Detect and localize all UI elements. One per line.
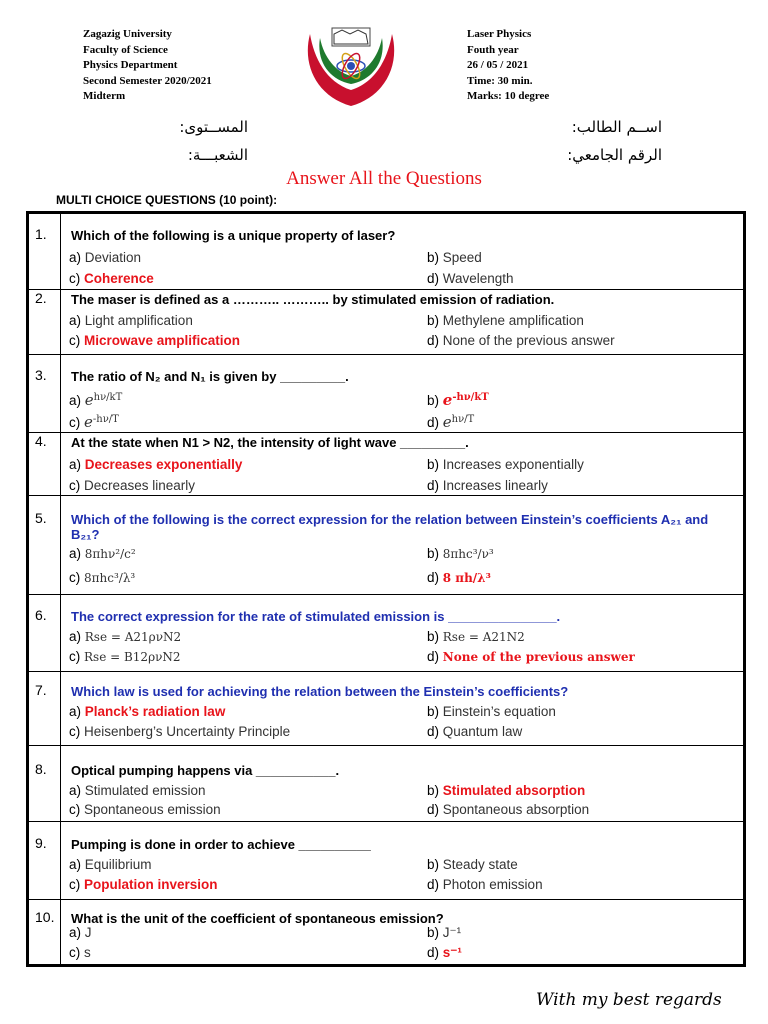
header-line: Zagazig University bbox=[83, 28, 172, 40]
questions-table bbox=[26, 211, 746, 967]
option-text: Increases linearly bbox=[442, 478, 548, 493]
answer-option bbox=[427, 250, 482, 265]
option-letter: c) bbox=[69, 333, 84, 348]
option-letter: d) bbox=[427, 415, 443, 430]
answer-option bbox=[427, 413, 474, 431]
column-divider bbox=[60, 672, 61, 745]
answer-option bbox=[69, 704, 225, 719]
option-text: Deviation bbox=[84, 250, 142, 265]
option-letter: d) bbox=[427, 649, 443, 664]
header-line: Faculty of Science bbox=[83, 43, 168, 56]
option-letter: a) bbox=[69, 704, 85, 719]
option-text: 8πhc³/ν³ bbox=[442, 547, 494, 561]
option-letter: d) bbox=[427, 802, 443, 817]
option-letter: a) bbox=[69, 457, 85, 472]
question-stem: The ratio of N₂ and N₁ is given by _________. bbox=[71, 369, 349, 384]
option-letter: b) bbox=[427, 313, 443, 328]
page-title: Answer All the Questions bbox=[286, 168, 482, 189]
header-line: Marks: 10 degree bbox=[467, 90, 550, 103]
option-text: None of the previous answer bbox=[442, 650, 635, 664]
question-number: 4. bbox=[35, 433, 47, 449]
option-text: Spontaneous emission bbox=[84, 802, 221, 817]
question-stem: Which of the following is the correct expression for the relation between Einstein’s coefficients A₂₁ and B₂₁? bbox=[71, 512, 709, 542]
header-right bbox=[467, 27, 549, 105]
option-text: Rse = B12ρνN2 bbox=[84, 650, 181, 664]
question-number: 8. bbox=[35, 761, 47, 777]
option-letter: c) bbox=[69, 570, 84, 585]
column-divider bbox=[60, 214, 61, 289]
option-text: Speed bbox=[442, 250, 482, 265]
option-letter: b) bbox=[427, 457, 443, 472]
option-text: Decreases exponentially bbox=[84, 457, 243, 472]
option-text: $e^{-h\nu/T}$ bbox=[84, 413, 119, 431]
option-text: 8 πh/λ³ bbox=[442, 571, 491, 585]
level-label: المســتوى: bbox=[179, 118, 248, 136]
option-text: s⁻¹ bbox=[442, 945, 462, 960]
question-stem: Which of the following is a unique property of laser? bbox=[71, 228, 396, 243]
option-letter: a) bbox=[69, 629, 85, 644]
answer-option bbox=[69, 271, 154, 286]
option-text: $e^{-h\nu/kT}$ bbox=[442, 391, 489, 409]
option-text: Wavelength bbox=[442, 271, 514, 286]
option-text: Increases exponentially bbox=[442, 457, 584, 472]
option-text: s bbox=[84, 945, 91, 960]
option-letter: a) bbox=[69, 546, 85, 561]
option-text: Stimulated absorption bbox=[442, 783, 586, 798]
column-divider bbox=[60, 290, 61, 354]
option-letter: c) bbox=[69, 415, 84, 430]
student-name-label: اســم الطالب: bbox=[571, 118, 662, 136]
option-letter: a) bbox=[69, 783, 85, 798]
question-stem: Which law is used for achieving the relation between the Einstein’s coefficients? bbox=[71, 684, 569, 699]
option-text: Heisenberg’s Uncertainty Principle bbox=[84, 724, 291, 739]
column-divider bbox=[60, 433, 61, 495]
option-letter: a) bbox=[69, 857, 85, 872]
option-letter: b) bbox=[427, 546, 443, 561]
answer-option bbox=[427, 877, 543, 892]
answer-option bbox=[69, 413, 119, 431]
option-text: Rse = A21N2 bbox=[442, 630, 525, 644]
answer-option bbox=[69, 649, 181, 664]
question-number: 3. bbox=[35, 367, 47, 383]
header-line: Fouth year bbox=[467, 43, 519, 56]
answer-option bbox=[69, 457, 242, 472]
question-number: 10. bbox=[35, 909, 55, 925]
answer-option bbox=[427, 925, 461, 941]
answer-option bbox=[427, 783, 585, 798]
answer-option bbox=[69, 629, 181, 644]
option-text: Spontaneous absorption bbox=[442, 802, 590, 817]
answer-option bbox=[69, 802, 221, 817]
option-letter: c) bbox=[69, 877, 84, 892]
question-number: 1. bbox=[35, 226, 47, 242]
answer-option bbox=[69, 783, 206, 798]
header-line: Physics Department bbox=[83, 59, 178, 72]
option-letter: d) bbox=[427, 570, 443, 585]
answer-option bbox=[427, 313, 584, 328]
question-number: 5. bbox=[35, 510, 47, 526]
question-stem: Optical pumping happens via ___________. bbox=[71, 763, 340, 778]
question-row bbox=[29, 595, 743, 672]
column-divider bbox=[60, 355, 61, 432]
header-line: Laser Physics bbox=[467, 28, 532, 40]
column-divider bbox=[60, 595, 61, 671]
option-text: Steady state bbox=[442, 857, 518, 872]
header-line: Second Semester 2020/2021 bbox=[83, 74, 212, 87]
question-number: 9. bbox=[35, 835, 47, 851]
question-number: 2. bbox=[35, 290, 47, 306]
answer-option bbox=[427, 570, 491, 585]
answer-option bbox=[427, 333, 615, 348]
answer-option bbox=[69, 313, 193, 328]
option-letter: b) bbox=[427, 629, 443, 644]
answer-option bbox=[69, 925, 92, 940]
option-text: $e^{h\nu/kT}$ bbox=[84, 391, 123, 409]
option-text: None of the previous answer bbox=[442, 333, 615, 348]
answer-option bbox=[69, 250, 141, 265]
option-letter: d) bbox=[427, 333, 443, 348]
closing-text: With my best regards bbox=[536, 990, 722, 1010]
option-text: Equilibrium bbox=[84, 857, 152, 872]
column-divider bbox=[60, 746, 61, 821]
option-letter: d) bbox=[427, 945, 443, 960]
option-letter: c) bbox=[69, 649, 84, 664]
answer-option bbox=[427, 857, 518, 872]
answer-option bbox=[427, 478, 548, 493]
option-text: Photon emission bbox=[442, 877, 543, 892]
option-letter: b) bbox=[427, 783, 443, 798]
option-letter: a) bbox=[69, 250, 85, 265]
option-letter: d) bbox=[427, 877, 443, 892]
header-line: 26 / 05 / 2021 bbox=[467, 59, 529, 72]
option-text: Microwave amplification bbox=[84, 333, 241, 348]
column-divider bbox=[60, 496, 61, 594]
question-row bbox=[29, 433, 743, 496]
answer-option bbox=[427, 945, 462, 961]
header-left bbox=[83, 27, 212, 105]
student-id-label: الرقم الجامعي: bbox=[567, 146, 662, 164]
option-text: Light amplification bbox=[84, 313, 193, 328]
section-heading: MULTI CHOICE QUESTIONS (10 point): bbox=[56, 193, 278, 207]
answer-option bbox=[69, 333, 240, 348]
answer-option bbox=[427, 457, 584, 472]
answer-option bbox=[69, 724, 290, 739]
option-letter: a) bbox=[69, 393, 85, 408]
option-text: Methylene amplification bbox=[442, 313, 584, 328]
answer-option bbox=[427, 546, 494, 561]
header-line: Midterm bbox=[83, 90, 126, 103]
question-row bbox=[29, 900, 743, 964]
answer-option bbox=[69, 391, 122, 409]
option-text: $e^{h\nu/T}$ bbox=[442, 413, 475, 431]
option-letter: c) bbox=[69, 724, 84, 739]
question-stem: What is the unit of the coefficient of spontaneous emission? bbox=[71, 911, 444, 926]
option-letter: b) bbox=[427, 250, 443, 265]
division-label: الشعبـــة: bbox=[187, 146, 248, 164]
question-stem: At the state when N1 > N2, the intensity of light wave _________. bbox=[71, 435, 469, 450]
answer-option bbox=[427, 391, 489, 409]
answer-option bbox=[427, 629, 525, 644]
university-logo bbox=[298, 24, 404, 110]
question-stem: The correct expression for the rate of stimulated emission is _______________. bbox=[71, 609, 561, 624]
question-stem: The maser is defined as a ……….. ……….. by stimulated emission of radiation. bbox=[71, 292, 555, 307]
option-text: Planck’s radiation law bbox=[84, 704, 226, 719]
option-letter: b) bbox=[427, 704, 443, 719]
option-letter: c) bbox=[69, 945, 84, 960]
question-stem: Pumping is done in order to achieve __________ bbox=[71, 837, 371, 852]
option-text: Population inversion bbox=[84, 877, 218, 892]
option-letter: b) bbox=[427, 857, 443, 872]
question-row bbox=[29, 290, 743, 355]
question-row bbox=[29, 214, 743, 290]
question-row bbox=[29, 672, 743, 746]
option-text: Decreases linearly bbox=[84, 478, 196, 493]
column-divider bbox=[60, 822, 61, 899]
option-letter: a) bbox=[69, 925, 85, 940]
answer-option bbox=[69, 945, 91, 960]
option-text: Coherence bbox=[84, 271, 154, 286]
option-letter: d) bbox=[427, 724, 443, 739]
option-text: J bbox=[84, 925, 92, 940]
option-letter: b) bbox=[427, 925, 443, 940]
option-text: Quantum law bbox=[442, 724, 523, 739]
option-text: 8πhν²/c² bbox=[84, 547, 136, 561]
answer-option bbox=[69, 570, 135, 585]
question-number: 6. bbox=[35, 607, 47, 623]
option-letter: b) bbox=[427, 393, 443, 408]
option-letter: d) bbox=[427, 271, 443, 286]
option-text: 8πhc³/λ³ bbox=[84, 571, 136, 585]
question-row bbox=[29, 746, 743, 822]
option-text: Stimulated emission bbox=[84, 783, 206, 798]
question-row bbox=[29, 496, 743, 595]
option-letter: a) bbox=[69, 313, 85, 328]
option-text: J⁻¹ bbox=[442, 925, 462, 940]
question-number: 7. bbox=[35, 682, 47, 698]
answer-option bbox=[427, 649, 635, 664]
option-text: Rse = A21ρνN2 bbox=[84, 630, 182, 644]
answer-option bbox=[427, 802, 589, 817]
answer-option bbox=[427, 724, 522, 739]
answer-option bbox=[69, 478, 195, 493]
option-letter: c) bbox=[69, 271, 84, 286]
option-letter: c) bbox=[69, 802, 84, 817]
option-letter: d) bbox=[427, 478, 443, 493]
option-letter: c) bbox=[69, 478, 84, 493]
header-line: Time: 30 min. bbox=[467, 74, 533, 87]
answer-option bbox=[427, 704, 556, 719]
answer-option bbox=[69, 877, 218, 892]
question-row bbox=[29, 355, 743, 433]
question-row bbox=[29, 822, 743, 900]
option-text: Einstein’s equation bbox=[442, 704, 556, 719]
answer-option bbox=[69, 857, 152, 872]
answer-option bbox=[69, 546, 136, 561]
answer-option bbox=[427, 271, 514, 286]
column-divider bbox=[60, 900, 61, 964]
